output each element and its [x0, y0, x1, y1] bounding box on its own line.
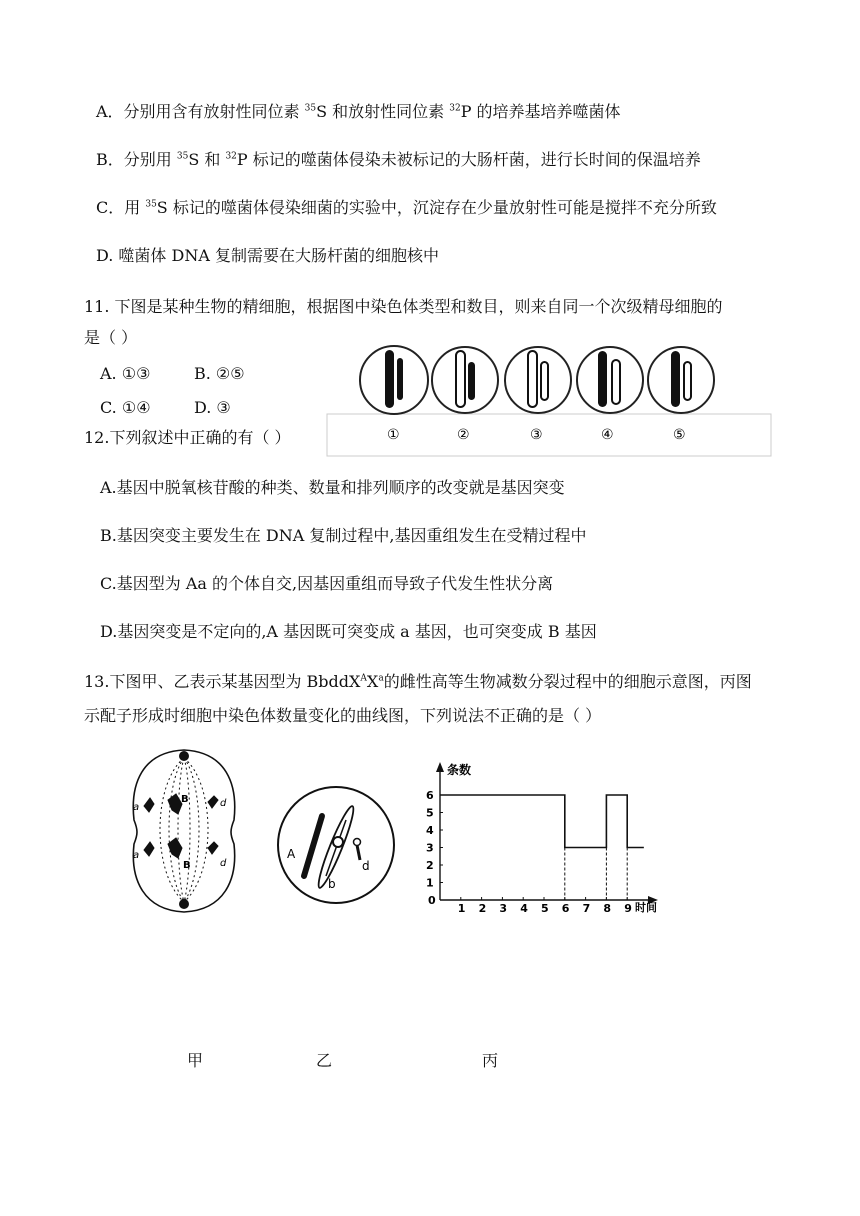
q13-figure-bing-chart — [414, 760, 672, 918]
cell-label-5: ⑤ — [673, 427, 686, 443]
cell-label-1: ① — [387, 427, 400, 443]
sperm-cell-4 — [577, 347, 643, 413]
x-tick-label: 1 — [457, 902, 466, 915]
jia-label-a-top: a — [133, 802, 140, 813]
caption-jia: 甲 — [187, 1051, 204, 1070]
q12-stem: 12.下列叙述中正确的有（ ） — [84, 428, 291, 447]
x-tick-label: 6 — [561, 902, 570, 915]
yi-label-b: b — [328, 877, 336, 891]
y-tick-label: 3 — [426, 841, 434, 855]
q11-option-a: A. ①③ — [100, 364, 151, 383]
jia-label-a-bottom: a — [133, 850, 140, 861]
q10-option-b: B．分别用 $^{35}$S 和 $^{32}$P 标记的噬菌体侵染未被标记的大肠杆菌，进行长时间的保温培养 — [96, 150, 701, 169]
q13-stem-line1: 13.下图甲、乙表示某基因型为 $BbddX^AX^a$的雌性高等生物减数分裂过程中的细胞示意图，丙图 — [84, 672, 752, 691]
y-tick-label: 5 — [426, 806, 434, 820]
y-tick-label: 1 — [426, 876, 434, 890]
q10-option-a: A．分别用含有放射性同位素 $^{35}$S 和放射性同位素 $^{32}$P 的培养基培养噬菌体 — [96, 102, 621, 121]
x-axis-label: 时间 — [635, 901, 657, 914]
q11-stem-line1: 11. 下图是某种生物的精细胞，根据图中染色体类型和数目，则来自同一个次级精母细胞的 — [84, 297, 723, 316]
yi-label-A: A — [287, 847, 296, 861]
y-tick-label: 2 — [426, 859, 434, 872]
q11-option-b: B. ②⑤ — [194, 364, 245, 383]
q11-sperm-cells-figure — [325, 338, 773, 460]
x-tick-label: 3 — [499, 902, 508, 915]
x-tick-label: 8 — [603, 902, 612, 915]
cell-label-3: ③ — [530, 427, 543, 443]
sperm-cell-2 — [432, 347, 498, 413]
q10-option-c: C．用 $^{35}$S 标记的噬菌体侵染细菌的实验中，沉淀存在少量放射性可能是搅拌不充分所致 — [96, 198, 717, 217]
sperm-cell-1 — [360, 346, 428, 414]
q10-option-d: D. 噬菌体 DNA 复制需要在大肠杆菌的细胞核中 — [96, 246, 439, 265]
y-tick-label: 4 — [426, 824, 434, 837]
q13-stem-line2: 示配子形成时细胞中染色体数量变化的曲线图，下列说法不正确的是（ ） — [84, 706, 602, 725]
x-tick-label: 5 — [541, 902, 549, 915]
q12-option-d: D.基因突变是不定向的,A 基因既可突变成 a 基因，也可突变成 B 基因 — [100, 622, 597, 641]
jia-label-B-bottom: B — [183, 860, 191, 871]
sperm-cell-3 — [505, 347, 571, 413]
q13-figure-yi — [274, 784, 398, 906]
caption-yi: 乙 — [316, 1051, 333, 1070]
q11-option-c: C. ①④ — [100, 398, 151, 417]
series-line — [440, 795, 644, 848]
cell-label-2: ② — [457, 427, 470, 443]
x-tick-label: 7 — [582, 902, 591, 915]
cell-label-4: ④ — [601, 427, 614, 443]
jia-label-B-top: B — [181, 794, 189, 805]
yi-label-d: d — [362, 859, 370, 873]
y-axis-arrow — [436, 762, 444, 772]
caption-bing: 丙 — [482, 1051, 499, 1070]
jia-label-d-bottom: d — [220, 858, 227, 869]
q11-stem-line2: 是（ ） — [84, 328, 138, 347]
x-tick-label: 4 — [520, 902, 528, 915]
q12-option-c: C.基因型为 Aa 的个体自交,因基因重组而导致子代发生性状分离 — [100, 574, 554, 593]
x-tick-label: 2 — [478, 902, 487, 915]
y-axis-label: 条数 — [447, 763, 472, 777]
sperm-cell-5 — [648, 347, 714, 413]
x-tick-label: 0 — [428, 894, 436, 907]
jia-label-d-top: d — [220, 798, 227, 809]
q11-option-d: D. ③ — [194, 398, 231, 417]
x-tick-label: 9 — [624, 902, 632, 915]
q12-option-a: A.基因中脱氧核苷酸的种类、数量和排列顺序的改变就是基因突变 — [100, 478, 565, 497]
q12-option-b: B.基因突变主要发生在 DNA 复制过程中,基因重组发生在受精过程中 — [100, 526, 587, 545]
y-tick-label: 6 — [426, 789, 434, 802]
q13-figure-jia — [126, 744, 242, 916]
